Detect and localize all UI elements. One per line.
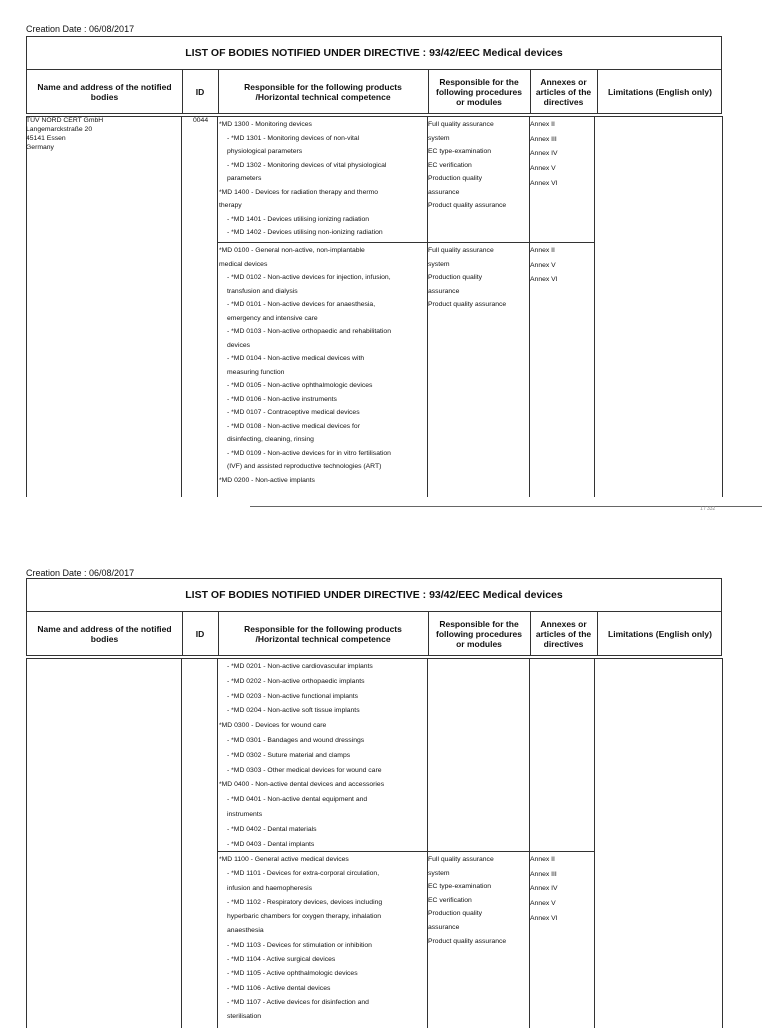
column-header-procedures: Responsible for the following procedures or modules	[436, 76, 522, 107]
column-header-limitations: Limitations (English only)	[608, 86, 712, 97]
list-item: assurance	[428, 923, 460, 931]
column-header-products: Responsible for the following products /Horizontal technical competence	[244, 81, 402, 102]
list-item: Product quality assurance	[428, 202, 507, 209]
annexes-list-2	[530, 244, 558, 288]
annexes-list-1	[530, 118, 558, 192]
column-header-annexes: Annexes or articles of the directives	[535, 618, 592, 649]
list-item: - *MD 0107 - Contraceptive medical devices	[227, 409, 360, 416]
list-item: - *MD 1401 - Devices utilising ionizing radiation	[227, 215, 370, 223]
list-item: - *MD 1102 - Respiratory devices, devices including	[227, 898, 383, 906]
list-item: - *MD 0204 - Non-active soft tissue implants	[227, 707, 360, 715]
products-list-4	[219, 853, 382, 1025]
products-list-1	[219, 118, 386, 240]
list-item: anaesthesia	[227, 927, 264, 935]
list-item: sterilisation	[227, 1013, 261, 1021]
list-item: - *MD 1106 - Active dental devices	[227, 984, 331, 992]
table-body	[26, 116, 722, 497]
body-id: 0044	[193, 117, 209, 124]
list-item: transfusion and dialysis	[227, 287, 298, 295]
list-item: Production quality	[428, 910, 483, 918]
list-item: Product quality assurance	[428, 937, 507, 945]
body-country: Germany	[26, 144, 54, 151]
list-item: - *MD 1107 - Active devices for disinfection and	[227, 998, 369, 1006]
list-item: *MD 0300 - Devices for wound care	[219, 722, 327, 730]
list-item: devices	[227, 341, 251, 349]
body-street: Langemarckstraße 20	[26, 126, 93, 133]
list-item: Annex V	[530, 261, 556, 269]
list-item: (IVF) and assisted reproductive technologies (ART)	[227, 463, 382, 470]
page-number: 1 / 332	[700, 506, 716, 512]
list-item: - *MD 1104 - Active surgical devices	[227, 956, 336, 964]
column-header-name: Name and address of the notified bodies	[37, 623, 172, 644]
document-title: LIST OF BODIES NOTIFIED UNDER DIRECTIVE : 93/42/EEC Medical devices	[26, 36, 722, 70]
list-item: Annex III	[530, 870, 557, 878]
column-header-id: ID	[195, 86, 205, 97]
procedures-list-2	[428, 244, 506, 312]
column-header-annexes: Annexes or articles of the directives	[535, 76, 592, 107]
table-body	[26, 658, 722, 1028]
list-item: hyperbaric chambers for oxygen therapy, inhalation	[227, 913, 382, 921]
creation-date: Creation Date : 06/08/2017	[26, 568, 135, 578]
products-list-2	[219, 244, 391, 487]
list-item: medical devices	[219, 260, 268, 268]
body-name: TÜV NORD CERT GmbH	[26, 117, 104, 124]
list-item: system	[428, 869, 450, 877]
list-item: - *MD 0301 - Bandages and wound dressings	[227, 736, 365, 744]
products-list-3	[219, 660, 384, 852]
document-title: LIST OF BODIES NOTIFIED UNDER DIRECTIVE : 93/42/EEC Medical devices	[26, 578, 722, 612]
list-item: Annex IV	[530, 150, 558, 158]
column-header-products: Responsible for the following products /Horizontal technical competence	[244, 623, 402, 644]
body-city: 45141 Essen	[26, 135, 66, 142]
list-item: - *MD 0401 - Non-active dental equipment and	[227, 796, 368, 804]
list-item: parameters	[227, 175, 262, 182]
list-item: Annex II	[530, 247, 555, 254]
list-item: - *MD 0102 - Non-active devices for injection, infusion,	[227, 274, 391, 281]
list-item: Annex V	[530, 165, 556, 173]
list-item: *MD 0200 - Non-active implants	[219, 476, 315, 484]
column-header-id: ID	[195, 628, 205, 639]
list-item: Full quality assurance	[428, 856, 494, 863]
list-item: infusion and haemopheresis	[227, 884, 313, 892]
list-item: - *MD 1301 - Monitoring devices of non-vital	[227, 134, 360, 142]
list-item: *MD 1300 - Monitoring devices	[219, 121, 312, 128]
list-item: physiological parameters	[227, 148, 303, 155]
list-item: disinfecting, cleaning, rinsing	[227, 436, 314, 443]
list-item: Production quality	[428, 274, 483, 281]
list-item: emergency and intensive care	[227, 314, 318, 322]
list-item: - *MD 0105 - Non-active ophthalmologic devices	[227, 382, 373, 389]
annexes-list-4	[530, 853, 558, 927]
procedures-list-4	[428, 853, 506, 948]
list-item: - *MD 0302 - Suture material and clamps	[227, 751, 351, 759]
column-header-limitations: Limitations (English only)	[608, 628, 712, 639]
list-item: therapy	[219, 202, 242, 209]
list-item: *MD 1400 - Devices for radiation therapy and thermo	[219, 188, 379, 196]
list-item: EC verification	[428, 161, 472, 169]
list-item: - *MD 0108 - Non-active medical devices for	[227, 422, 360, 430]
list-item: Full quality assurance	[428, 247, 494, 254]
procedures-list-1	[428, 118, 506, 213]
page-separator	[250, 506, 762, 507]
list-item: system	[428, 260, 450, 268]
list-item: - *MD 0201 - Non-active cardiovascular implants	[227, 663, 373, 670]
list-item: - *MD 0106 - Non-active instruments	[227, 395, 337, 403]
list-item: - *MD 0103 - Non-active orthopaedic and rehabilitation	[227, 328, 391, 335]
creation-date: Creation Date : 06/08/2017	[26, 24, 135, 34]
list-item: assurance	[428, 287, 460, 295]
column-header-procedures: Responsible for the following procedures or modules	[436, 618, 522, 649]
list-item: Annex VI	[530, 914, 558, 922]
list-item: Product quality assurance	[428, 301, 507, 308]
list-item: - *MD 0202 - Non-active orthopaedic implants	[227, 677, 365, 685]
list-item: - *MD 0303 - Other medical devices for wound care	[227, 766, 382, 774]
list-item: EC verification	[428, 896, 472, 904]
list-item: - *MD 1101 - Devices for extra-corporal circulation,	[227, 870, 380, 878]
list-item: - *MD 1302 - Monitoring devices of vital physiological	[227, 161, 387, 169]
list-item: instruments	[227, 810, 263, 818]
list-item: - *MD 0104 - Non-active medical devices with	[227, 355, 365, 362]
list-item: - *MD 1103 - Devices for stimulation or inhibition	[227, 941, 372, 949]
list-item: - *MD 0101 - Non-active devices for anaesthesia,	[227, 301, 376, 308]
list-item: Annex VI	[530, 179, 558, 187]
list-item: Production quality	[428, 175, 483, 182]
list-item: - *MD 1105 - Active ophthalmologic devices	[227, 970, 358, 978]
document-page-2	[0, 560, 768, 1024]
list-item: EC type-examination	[428, 148, 492, 155]
list-item: Annex II	[530, 856, 555, 863]
list-item: Annex IV	[530, 885, 558, 893]
list-item: *MD 1100 - General active medical devices	[219, 856, 349, 863]
list-item: - *MD 0109 - Non-active devices for in vitro fertilisation	[227, 449, 391, 457]
list-item: - *MD 1402 - Devices utilising non-ionizing radiation	[227, 229, 383, 236]
list-item: - *MD 0403 - Dental implants	[227, 840, 315, 848]
list-item: *MD 0400 - Non-active dental devices and accessories	[219, 781, 385, 789]
table-header	[26, 70, 722, 114]
list-item: Annex VI	[530, 276, 558, 284]
list-item: EC type-examination	[428, 883, 492, 891]
list-item: *MD 0100 - General non-active, non-implantable	[219, 247, 365, 254]
list-item: assurance	[428, 188, 460, 196]
table-header	[26, 612, 722, 656]
list-item: system	[428, 134, 450, 142]
list-item: Annex V	[530, 900, 556, 908]
column-header-name: Name and address of the notified bodies	[37, 81, 172, 102]
list-item: measuring function	[227, 368, 285, 376]
notified-body-address	[26, 116, 103, 152]
list-item: Annex II	[530, 121, 555, 128]
list-item: - *MD 0203 - Non-active functional implants	[227, 692, 359, 700]
list-item: - *MD 0402 - Dental materials	[227, 825, 317, 833]
list-item: Full quality assurance	[428, 121, 494, 128]
list-item: Annex III	[530, 135, 557, 143]
